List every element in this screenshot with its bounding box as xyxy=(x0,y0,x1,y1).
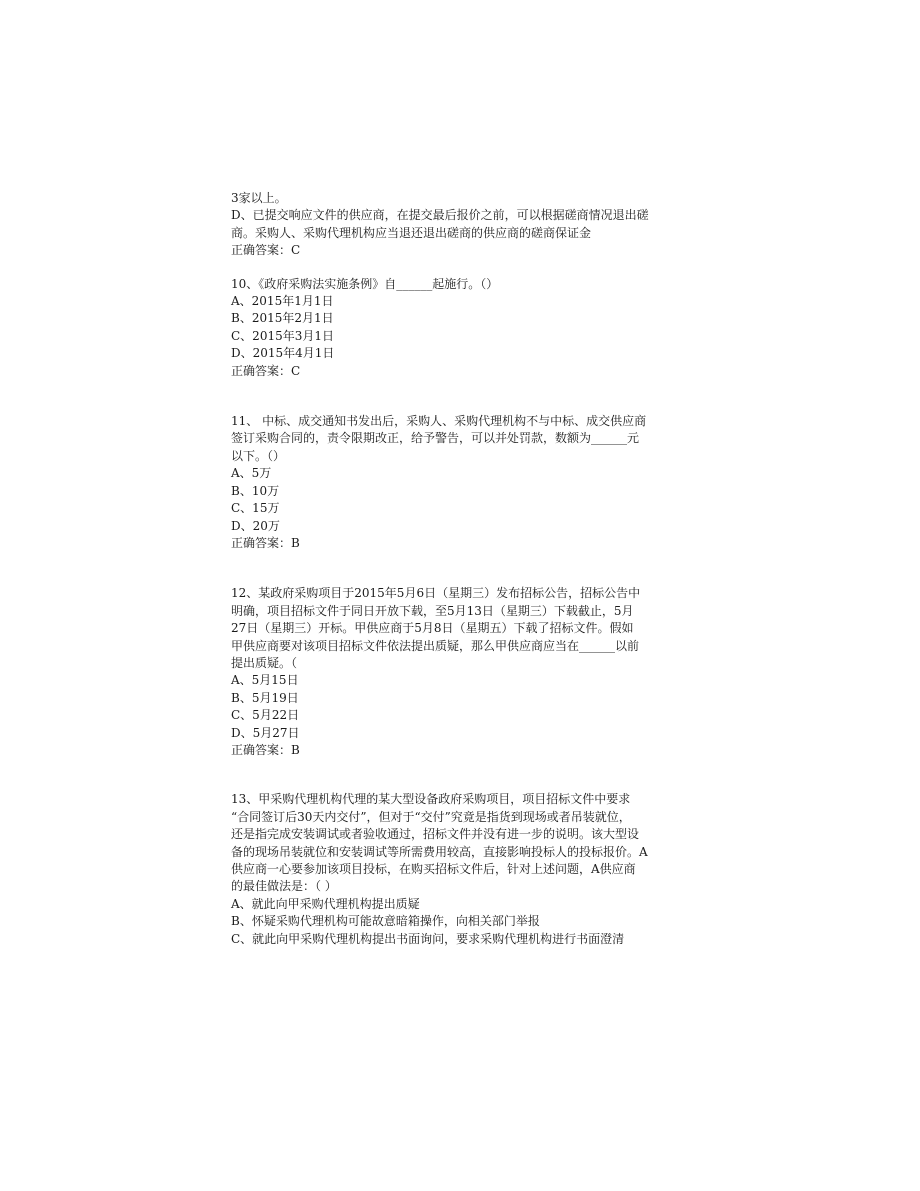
option-d: D、2015年4月1日 xyxy=(231,346,335,361)
document-text-block xyxy=(231,190,701,948)
option-b: B、5月19日 xyxy=(231,690,299,705)
question-12-line-2: 明确，项目招标文件于同日开放下载，至5月13日（星期三）下载截止，5月 xyxy=(231,603,634,618)
option-b: B、2015年2月1日 xyxy=(231,311,334,326)
answer-line: 正确答案：C xyxy=(231,363,301,378)
option-a: A、5万 xyxy=(231,466,272,481)
question-13-line-6: 的最佳做法是：（ ） xyxy=(231,879,337,894)
option-a: A、就此向甲采购代理机构提出质疑 xyxy=(231,896,420,911)
option-a: A、5月15日 xyxy=(231,673,299,688)
option-b: B、怀疑采购代理机构可能故意暗箱操作，向相关部门举报 xyxy=(231,914,540,929)
option-b: B、10万 xyxy=(231,483,280,498)
question-10: 10、《政府采购法实施条例》自______起施行。（） xyxy=(231,276,499,291)
option-d: D、5月27日 xyxy=(231,725,300,740)
question-11-line-3: 以下。（） xyxy=(231,448,286,463)
question-11-line-1: 11、 中标、成交通知书发出后，采购人、采购代理机构不与中标、成交供应商 xyxy=(231,414,647,429)
question-12-line-1: 12、某政府采购项目于2015年5月6日（星期三）发布招标公告，招标公告中 xyxy=(231,586,641,601)
option-d-line-1: D、已提交响应文件的供应商，在提交最后报价之前，可以根据磋商情况退出磋 xyxy=(231,208,649,223)
question-13-line-5: 供应商一心要参加该项目投标，在购买招标文件后，针对上述问题，A供应商 xyxy=(231,862,636,876)
question-13-line-4: 备的现场吊装就位和安装调试等所需费用较高，直接影响投标人的投标报价。A xyxy=(231,844,648,859)
option-d: D、20万 xyxy=(231,518,280,533)
text-line: 3家以上。 xyxy=(231,191,287,205)
question-13-line-3: 还是指完成安装调试或者验收通过，招标文件并没有进一步的说明。该大型设 xyxy=(231,827,640,842)
question-12-line-5: 提出质疑。（ xyxy=(231,655,298,670)
spacer xyxy=(231,552,701,585)
spacer xyxy=(231,759,701,791)
answer-line: 正确答案：B xyxy=(231,535,300,550)
question-13-line-2: “合同签订后30天内交付”，但对于“交付”究竟是指货到现场或者吊装就位， xyxy=(231,809,631,824)
option-c: C、2015年3月1日 xyxy=(231,328,334,343)
answer-line: 正确答案：C xyxy=(231,243,301,258)
option-c: C、15万 xyxy=(231,501,280,516)
option-c: C、就此向甲采购代理机构提出书面询问，要求采购代理机构进行书面澄清 xyxy=(231,931,625,946)
answer-line: 正确答案：B xyxy=(231,742,300,757)
spacer xyxy=(231,260,701,276)
question-12-line-4: 甲供应商要对该项目招标文件依法提出质疑，那么甲供应商应当在______以前 xyxy=(231,638,640,653)
question-12-line-3: 27日（星期三）开标。甲供应商于5月8日（星期五）下载了招标文件。假如 xyxy=(231,621,634,636)
option-a: A、2015年1月1日 xyxy=(231,294,334,309)
option-c: C、5月22日 xyxy=(231,708,300,723)
question-13-line-1: 13、甲采购代理机构代理的某大型设备政府采购项目，项目招标文件中要求 xyxy=(231,792,631,807)
spacer xyxy=(231,380,701,413)
option-d-line-2: 商。采购人、采购代理机构应当退还退出磋商的供应商的磋商保证金 xyxy=(231,225,592,240)
question-11-line-2: 签订采购合同的，责令限期改正，给予警告，可以并处罚款，数额为______元 xyxy=(231,431,640,446)
